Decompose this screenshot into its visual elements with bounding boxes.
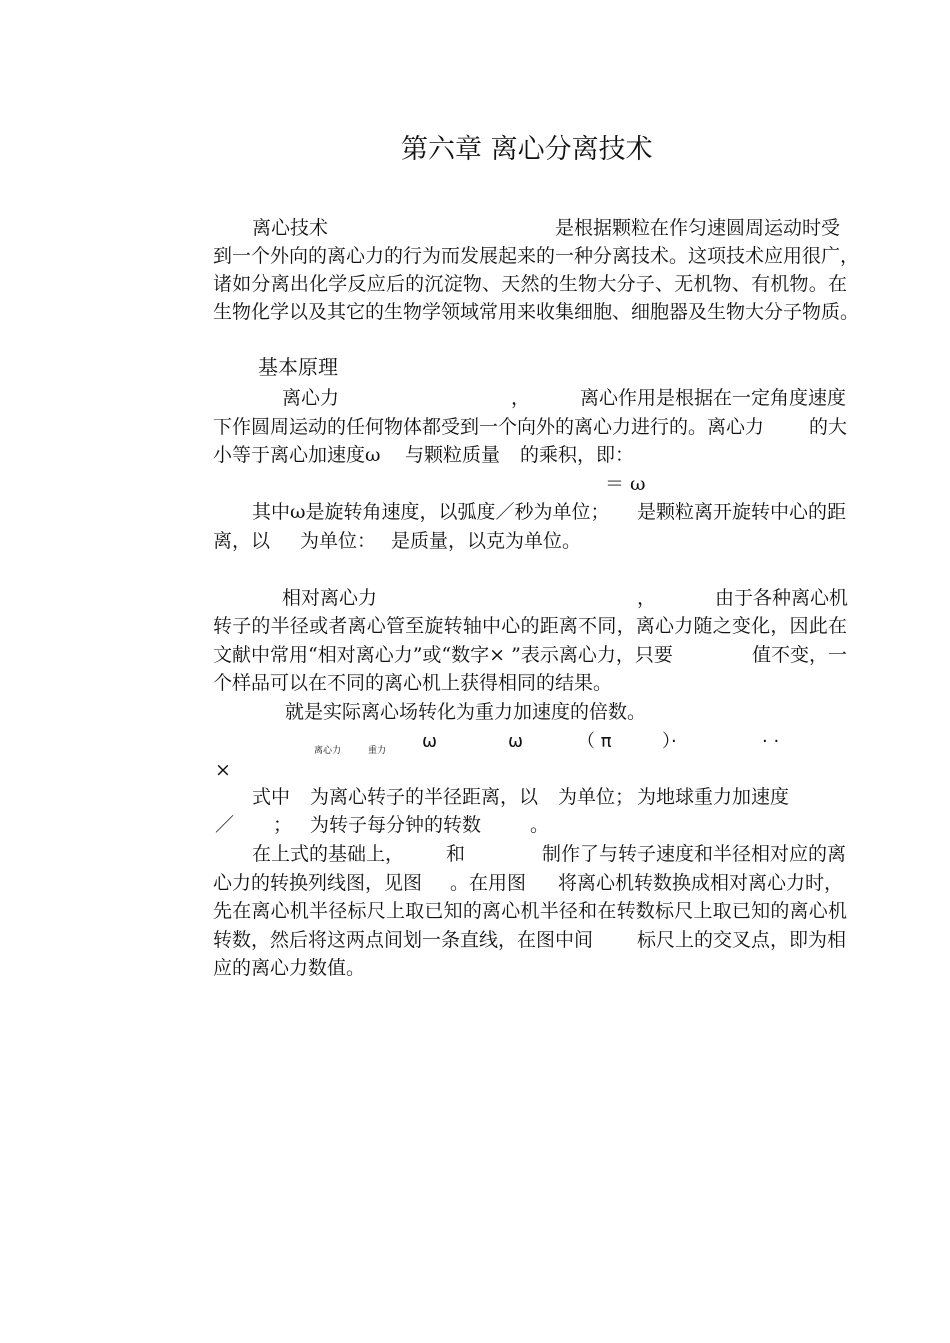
nomo-line-4a: 转数，然后将这两点间划一条直线，在图中间 — [213, 929, 594, 951]
nomo-line-2a: 心力的转换列线图，见图 — [213, 872, 423, 894]
cf-line-2: 下作圆周运动的任何物体都受到一个向外的离心力进行的。离心力 — [213, 416, 765, 438]
cf-line-3c: 的乘积，即： — [520, 444, 635, 466]
nomo-line-2b: 。在用图 — [450, 872, 527, 894]
rcf-line-3b: 值不变，一 — [752, 644, 848, 666]
section-heading: 基本原理 — [258, 355, 338, 379]
cf-formula: ＝ ω — [605, 473, 646, 495]
nomo-line-1c: 制作了与转子速度和半径相对应的离 — [542, 843, 847, 865]
where2-c: 为转子每分钟的转数 — [310, 814, 482, 836]
where2-a: ／ — [215, 814, 235, 836]
formula-sub-gravity: 重力 — [368, 746, 387, 756]
rcf-line-3a: 文献中常用“相对离心力”或“数字× ”表示离心力，只要 — [213, 644, 673, 666]
intro-term: 离心技术 — [252, 217, 329, 239]
where-d: 为地球重力加速度 — [637, 786, 790, 808]
rcf-line-2: 转子的半径或者离心管至旋转轴中心的距离不同，离心力随之变化，因此在 — [213, 615, 847, 637]
formula-close-paren: ）· — [662, 731, 677, 752]
cf-line-2-tail: 的大 — [809, 416, 848, 438]
nomo-line-5: 应的离心力数值。 — [213, 957, 366, 979]
cf-line-6b: 为单位： — [300, 530, 377, 552]
nomo-line-1b: 和 — [446, 843, 466, 865]
intro-line-3: 诸如分离出化学反应后的沉淀物、天然的生物大分子、无机物、有机物。在 — [213, 273, 847, 295]
formula-dots: · · — [762, 731, 780, 752]
where2-d: 。 — [530, 814, 550, 836]
cf-term: 离心力 — [282, 387, 340, 409]
nomo-line-2c: 将离心机转数换成相对离心力时， — [558, 872, 844, 894]
cf-line-5b: 是颗粒离开旋转中心的距 — [637, 501, 847, 523]
formula-omega-2: ω — [508, 731, 524, 752]
where-a: 式中 — [252, 786, 291, 808]
rcf-line-4: 个样品可以在不同的离心机上获得相同的结果。 — [213, 672, 613, 694]
where2-b: ； — [273, 814, 293, 836]
formula-times: × — [215, 759, 231, 781]
cf-line-6a: 离，以 — [213, 530, 271, 552]
intro-line-4: 生物化学以及其它的生物学领域常用来收集细胞、细胞器及生物大分子物质。 — [213, 301, 860, 323]
where-c: 为单位； — [558, 786, 635, 808]
page-title: 第六章 离心分离技术 — [401, 134, 653, 165]
intro-line-2: 到一个外向的离心力的行为而发展起来的一种分离技术。这项技术应用很广， — [213, 245, 860, 267]
cf-comma: ， — [511, 387, 531, 409]
cf-line-5a: 其中ω是旋转角速度，以弧度／秒为单位； — [252, 501, 610, 523]
nomo-line-4b: 标尺上的交叉点，即为相 — [637, 929, 847, 951]
cf-line-3b: 与颗粒质量 — [405, 444, 501, 466]
formula-paren-pi: （ π — [577, 731, 612, 752]
where-b: 为离心转子的半径距离，以 — [310, 786, 539, 808]
rcf-line-5: 就是实际离心场转化为重力加速度的倍数。 — [285, 701, 647, 723]
cf-line-6c: 是质量，以克为单位。 — [391, 530, 582, 552]
formula-sub-centrifugal: 离心力 — [314, 746, 342, 756]
rcf-line-1-tail: 由于各种离心机 — [715, 587, 849, 609]
nomo-line-3: 先在离心机半径标尺上取已知的离心机半径和在转数标尺上取已知的离心机 — [213, 900, 847, 922]
nomo-line-1a: 在上式的基础上， — [252, 843, 405, 865]
cf-line-3a: 小等于离心加速度ω — [213, 444, 381, 466]
rcf-comma: ， — [637, 587, 657, 609]
intro-line-1: 是根据颗粒在作匀速圆周运动时受 — [555, 217, 841, 239]
formula-omega-1: ω — [422, 731, 438, 752]
rcf-term: 相对离心力 — [282, 587, 378, 609]
cf-line-1-tail: 离心作用是根据在一定角度速度 — [580, 387, 847, 409]
